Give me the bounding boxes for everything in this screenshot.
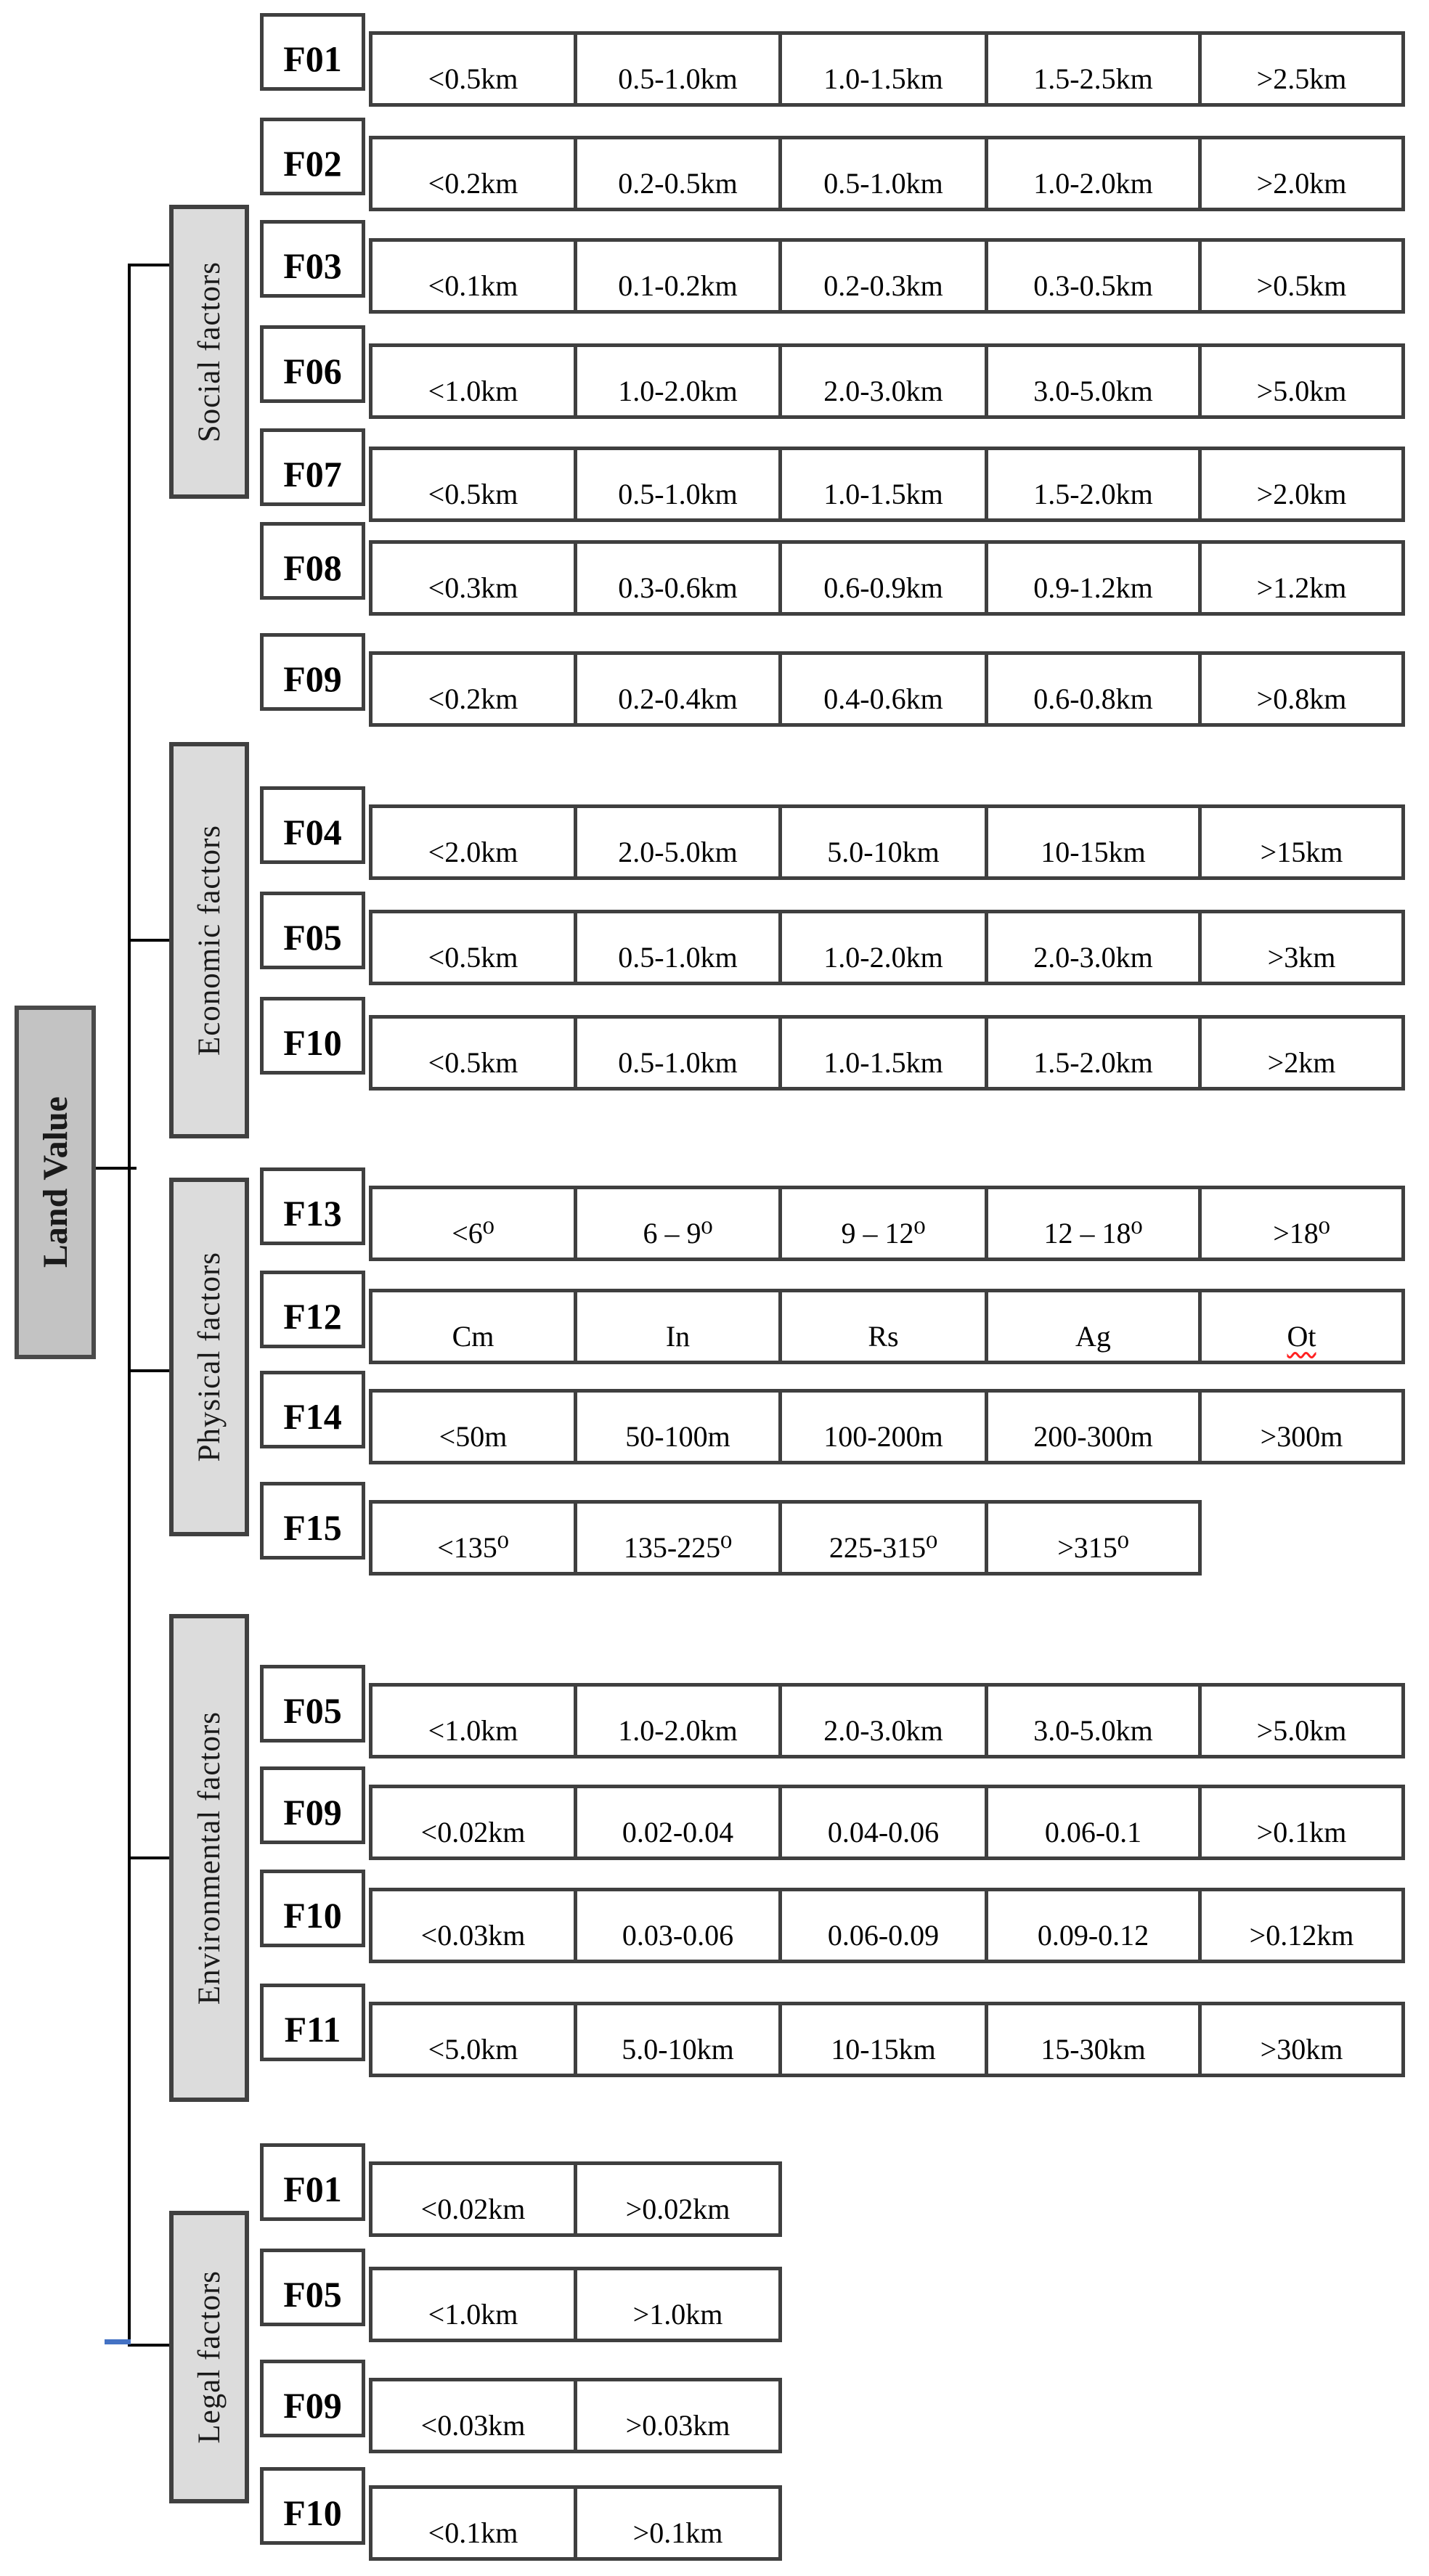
value-range-box: >0.1km [574, 2485, 782, 2561]
category-label: Physical factors [192, 1252, 227, 1462]
value-range-box: 10-15km [778, 2002, 988, 2077]
factor-code-box: F09 [260, 633, 365, 711]
factor-code-box: F07 [260, 428, 365, 506]
value-range-box: 15-30km [985, 2002, 1202, 2077]
value-range-box: >30km [1198, 2002, 1405, 2077]
value-range-box: 2.0-5.0km [574, 804, 782, 880]
value-range-box: <0.1km [369, 2485, 577, 2561]
value-range-box: 0.5-1.0km [574, 910, 782, 985]
value-range-box: 2.0-3.0km [985, 910, 1202, 985]
factor-code-box: F09 [260, 2360, 365, 2437]
value-range-box: 1.5-2.0km [985, 447, 1202, 522]
value-range-box: >0.03km [574, 2378, 782, 2453]
value-range-box: <0.02km [369, 2161, 577, 2237]
value-range-box: 0.06-0.1 [985, 1785, 1202, 1860]
value-range-box: 0.09-0.12 [985, 1888, 1202, 1963]
value-range-box: Cm [369, 1289, 577, 1364]
value-range-box: <0.5km [369, 31, 577, 107]
value-range-box: >0.1km [1198, 1785, 1405, 1860]
category-label: Economic factors [192, 824, 227, 1056]
factor-code-box: F10 [260, 997, 365, 1075]
factor-code-box: F08 [260, 522, 365, 600]
value-range-box: 1.0-1.5km [778, 31, 988, 107]
value-range-box: 3.0-5.0km [985, 1683, 1202, 1758]
connector-economic-line [128, 939, 171, 942]
value-range-box: <0.5km [369, 910, 577, 985]
value-range-box: <0.1km [369, 238, 577, 314]
category-box-physical-factors [169, 1178, 249, 1536]
value-range-box: <0.02km [369, 1785, 577, 1860]
value-range-box: <2.0km [369, 804, 577, 880]
factor-code-box: F05 [260, 1665, 365, 1743]
value-range-box: >1.0km [574, 2267, 782, 2342]
value-range-box: <0.2km [369, 136, 577, 211]
factor-code-box: F14 [260, 1371, 365, 1448]
value-range-box: 0.06-0.09 [778, 1888, 988, 1963]
value-range-box: <0.3km [369, 540, 577, 616]
value-range-box: 1.0-2.0km [985, 136, 1202, 211]
value-range-box: 0.9-1.2km [985, 540, 1202, 616]
value-range-box: <1.0km [369, 1683, 577, 1758]
value-range-box: >300m [1198, 1389, 1405, 1464]
value-range-box: 2.0-3.0km [778, 343, 988, 419]
value-range-box: 1.0-2.0km [574, 1683, 782, 1758]
category-label: Environmental factors [192, 1711, 227, 2005]
value-range-box: <50m [369, 1389, 577, 1464]
value-range-box: 0.02-0.04 [574, 1785, 782, 1860]
value-range-box: 0.2-0.3km [778, 238, 988, 314]
value-range-box: 0.3-0.6km [574, 540, 782, 616]
value-range-box: >18⁰ [1198, 1186, 1405, 1261]
value-range-box: 1.0-2.0km [778, 910, 988, 985]
connector-environmental-line [128, 1856, 171, 1859]
value-range-box: <5.0km [369, 2002, 577, 2077]
value-range-box: >2km [1198, 1015, 1405, 1091]
value-range-box: >0.02km [574, 2161, 782, 2237]
category-box-social-factors [169, 205, 249, 499]
value-range-box: In [574, 1289, 782, 1364]
value-range-box: 0.1-0.2km [574, 238, 782, 314]
value-range-box: 135-225⁰ [574, 1500, 782, 1576]
value-range-box: <135⁰ [369, 1500, 577, 1576]
value-range-box: 3.0-5.0km [985, 343, 1202, 419]
value-range-box: 5.0-10km [574, 2002, 782, 2077]
factor-code-box: F01 [260, 2143, 365, 2221]
factor-code-box: F01 [260, 13, 365, 91]
value-range-box: >315⁰ [985, 1500, 1202, 1576]
factor-code-box: F13 [260, 1167, 365, 1245]
value-range-box: >3km [1198, 910, 1405, 985]
connector-legal-line [128, 2344, 171, 2347]
value-range-box: >5.0km [1198, 1683, 1405, 1758]
factor-code-box: F12 [260, 1271, 365, 1348]
category-box-environmental-factors [169, 1614, 249, 2102]
category-label: Social factors [192, 261, 227, 443]
value-range-box: 0.6-0.8km [985, 651, 1202, 727]
value-range-box: >0.5km [1198, 238, 1405, 314]
value-range-box: 0.5-1.0km [574, 1015, 782, 1091]
value-range-box: <0.03km [369, 1888, 577, 1963]
value-range-box: 1.0-1.5km [778, 447, 988, 522]
value-range-box: 100-200m [778, 1389, 988, 1464]
factor-code-box: F03 [260, 220, 365, 298]
value-range-box: 1.5-2.5km [985, 31, 1202, 107]
factor-code-box: F09 [260, 1766, 365, 1844]
value-range-box: 0.5-1.0km [778, 136, 988, 211]
value-range-box: >15km [1198, 804, 1405, 880]
value-range-box: Ot [1198, 1289, 1405, 1364]
value-range-box: 12 – 18⁰ [985, 1186, 1202, 1261]
land-value-root-box [15, 1006, 96, 1359]
factor-code-box: F05 [260, 2249, 365, 2326]
value-range-box: 1.5-2.0km [985, 1015, 1202, 1091]
value-range-box: <6⁰ [369, 1186, 577, 1261]
value-range-box: Rs [778, 1289, 988, 1364]
value-range-box: 6 – 9⁰ [574, 1186, 782, 1261]
value-range-box: >2.0km [1198, 447, 1405, 522]
value-range-box: <1.0km [369, 343, 577, 419]
value-range-box: 0.04-0.06 [778, 1785, 988, 1860]
value-range-box: Ag [985, 1289, 1202, 1364]
factor-code-box: F05 [260, 892, 365, 969]
value-range-box: >1.2km [1198, 540, 1405, 616]
value-range-box: <0.03km [369, 2378, 577, 2453]
value-range-box: >2.0km [1198, 136, 1405, 211]
factor-code-box: F06 [260, 325, 365, 403]
factor-code-box: F02 [260, 118, 365, 195]
value-range-box: 0.4-0.6km [778, 651, 988, 727]
category-box-economic-factors [169, 742, 249, 1138]
value-range-box: 0.5-1.0km [574, 447, 782, 522]
value-range-box: 1.0-2.0km [574, 343, 782, 419]
category-label: Legal factors [192, 2270, 227, 2444]
land-value-connector-line [96, 1167, 137, 1170]
factor-code-box: F04 [260, 786, 365, 864]
value-range-box: 10-15km [985, 804, 1202, 880]
value-range-box: 50-100m [574, 1389, 782, 1464]
value-range-box: 0.6-0.9km [778, 540, 988, 616]
value-range-box: 0.03-0.06 [574, 1888, 782, 1963]
factor-code-box: F10 [260, 1870, 365, 1947]
value-range-box: >5.0km [1198, 343, 1405, 419]
factor-code-box: F11 [260, 1984, 365, 2061]
value-range-box: 225-315⁰ [778, 1500, 988, 1576]
connector-social-line [128, 264, 171, 266]
value-range-box: >0.12km [1198, 1888, 1405, 1963]
stray-blue-mark [105, 2339, 131, 2344]
connector-physical-line [128, 1369, 171, 1372]
value-range-box: 0.5-1.0km [574, 31, 782, 107]
value-range-box: 2.0-3.0km [778, 1683, 988, 1758]
value-range-box: <0.2km [369, 651, 577, 727]
value-range-box: 9 – 12⁰ [778, 1186, 988, 1261]
value-range-box: 5.0-10km [778, 804, 988, 880]
trunk-line [128, 264, 131, 2347]
value-range-box: <0.5km [369, 447, 577, 522]
factor-code-box: F15 [260, 1482, 365, 1560]
value-range-box: >0.8km [1198, 651, 1405, 727]
value-range-box: 0.3-0.5km [985, 238, 1202, 314]
value-range-box: 1.0-1.5km [778, 1015, 988, 1091]
value-range-box: <0.5km [369, 1015, 577, 1091]
factor-code-box: F10 [260, 2467, 365, 2545]
land-value-root-label: Land Value [36, 1096, 75, 1268]
category-box-legal-factors [169, 2211, 249, 2503]
value-range-box: 0.2-0.4km [574, 651, 782, 727]
value-range-box: 0.2-0.5km [574, 136, 782, 211]
value-range-box: >2.5km [1198, 31, 1405, 107]
value-range-box: <1.0km [369, 2267, 577, 2342]
value-range-box: 200-300m [985, 1389, 1202, 1464]
